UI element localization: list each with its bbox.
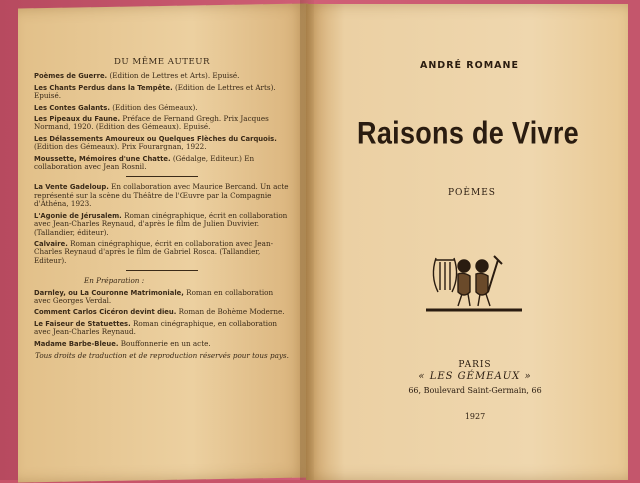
work-details: Roman en collaboration avec Georges Verdal. — [34, 287, 274, 305]
work-title: L'Agonie de Jérusalem. — [34, 211, 122, 220]
work-title: Les Pipeaux du Faune. — [34, 115, 121, 124]
work-details: Roman de Bohème Moderne. — [178, 307, 285, 317]
work-title: Les Délassements Amoureux ou Quelques Flèches du Carquois. — [34, 134, 277, 143]
work-details: Roman cinégraphique, écrit en collaboration avec Jean-Charles Reynaud d'après le film de Gabriel Rosca. (Tallandier, Editeur). — [34, 238, 274, 265]
work-entry — [34, 135, 290, 152]
work-details: Préface de Fernand Gregh. Prix Jacques Normand, 1920. (Edition des Gémeaux). Epuisé. — [34, 114, 269, 132]
work-entry — [34, 212, 290, 237]
work-details: Roman cinégraphique, en collaboration avec Jean-Charles Reynaud. — [34, 318, 278, 337]
publisher-city: PARIS — [458, 360, 492, 370]
book-subtitle: POÈMES — [448, 188, 496, 198]
work-entry — [34, 155, 290, 172]
preparation-list — [34, 289, 290, 348]
work-title: Darnley, ou La Couronne Matrimoniale, — [34, 288, 184, 297]
work-details: (Edition de Lettres et Arts). Epuisé. — [34, 82, 276, 101]
work-details: (Edition des Gémeaux). Prix Fourargnan, 1922. — [34, 142, 207, 152]
author-name: ANDRÉ ROMANE — [420, 60, 519, 71]
work-entry — [34, 115, 290, 132]
work-entry — [34, 104, 290, 112]
work-title: La Vente Gadeloup. — [34, 183, 109, 192]
right-page — [306, 4, 628, 480]
work-entry — [34, 320, 290, 337]
divider-rule — [126, 270, 198, 271]
rights-notice: Tous droits de traduction et de reproduction réservés pour tous pays. — [35, 350, 289, 360]
preparation-label: En Préparation : — [84, 276, 145, 286]
works-list-1 — [34, 72, 290, 171]
book-gutter — [300, 0, 314, 480]
work-entry — [34, 308, 290, 316]
work-title: Madame Barbe-Bleue. — [34, 339, 119, 348]
publication-year: 1927 — [464, 412, 486, 421]
works-list-2 — [34, 183, 290, 265]
book-title: Raisons de Vivre — [357, 115, 579, 151]
work-title: Moussette, Mémoires d'une Chatte. — [34, 154, 171, 163]
publisher-name: « LES GÉMEAUX » — [418, 371, 532, 382]
publisher-address: 66, Boulevard Saint-Germain, 66 — [408, 386, 542, 395]
work-details: En collaboration avec Maurice Bercand. Un acte représenté sur la scène du Théâtre de l'Œuvre par la Compagnie d'Athéna, 1923. — [34, 182, 289, 209]
work-title: Les Contes Galants. — [34, 103, 110, 112]
work-entry — [34, 84, 290, 101]
work-details: (Gédalge, Editeur.) En collaboration avec Jean Rosnil. — [34, 153, 255, 172]
divider-rule — [126, 176, 198, 177]
work-title: Les Chants Perdus dans la Tempête. — [34, 83, 173, 92]
work-title: Le Faiseur de Statuettes. — [34, 319, 131, 328]
bibliography-list — [34, 58, 290, 360]
work-details: (Edition des Gémeaux). — [112, 102, 198, 112]
work-details: Bouffonnerie en un acte. — [120, 338, 211, 348]
work-title: Calvaire. — [34, 239, 68, 248]
work-entry — [34, 240, 290, 265]
work-details: (Edition de Lettres et Arts). Epuisé. — [109, 71, 240, 81]
work-details: Roman cinégraphique, écrit en collaboration avec Jean-Charles Reynaud, d'après le film de Julien Duvivier. (Tallandier, éditeur). — [34, 210, 288, 237]
work-entry — [34, 183, 290, 208]
bibliography-heading: DU MÊME AUTEUR — [114, 57, 210, 67]
work-entry — [34, 72, 290, 80]
work-entry — [34, 289, 290, 306]
work-title: Poèmes de Guerre. — [34, 72, 108, 81]
work-entry — [34, 340, 290, 348]
cherubs-lyre-emblem-icon — [424, 252, 524, 316]
work-title: Comment Carlos Cicéron devint dieu. — [34, 308, 177, 317]
